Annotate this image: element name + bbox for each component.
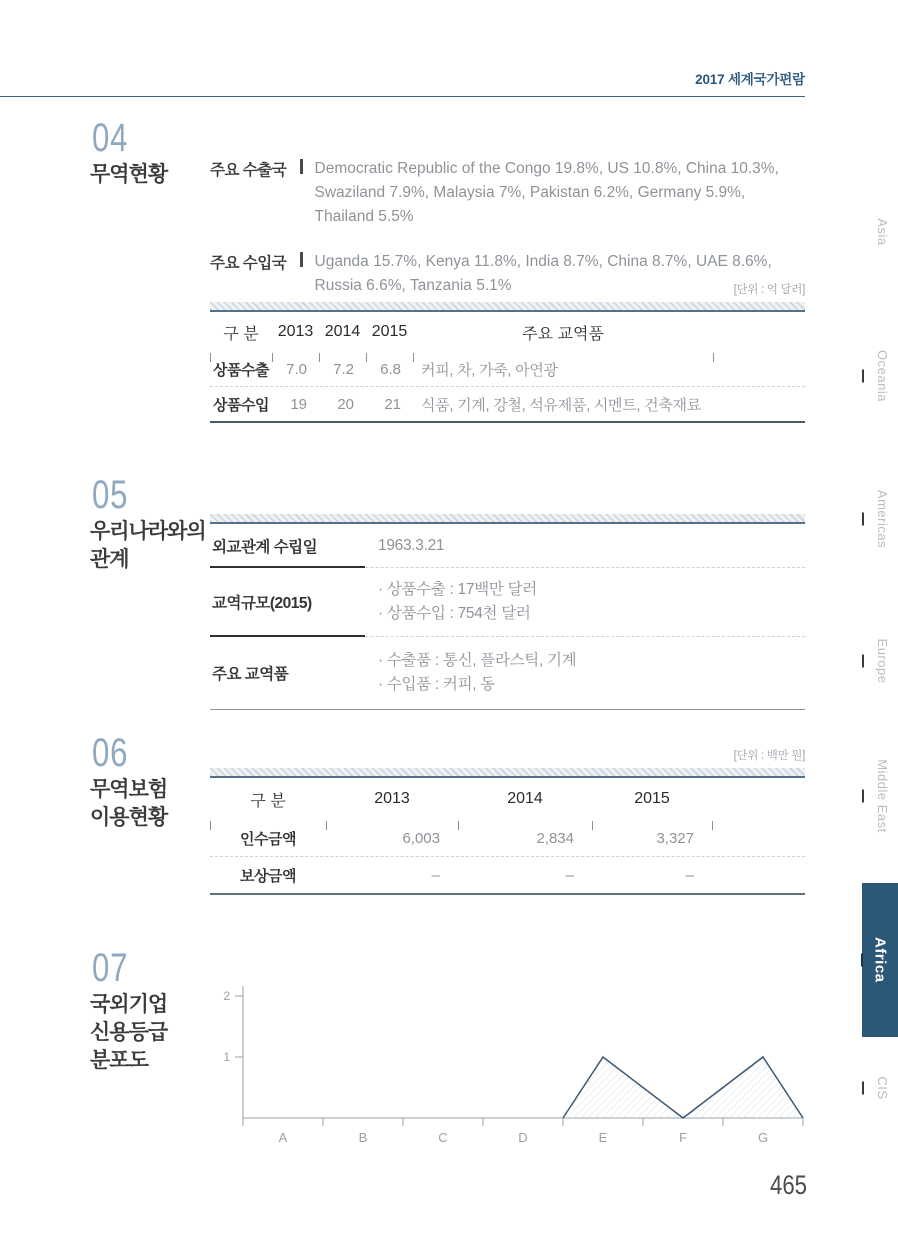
value-2014: –	[565, 866, 574, 884]
page-number: 465	[770, 1170, 807, 1200]
col-2013: 2013	[374, 790, 410, 807]
y-tick-label: 1	[223, 1050, 230, 1064]
section-05-number: 05	[92, 473, 129, 517]
trade-items: 식품, 기계, 강철, 석유제품, 시멘트, 건축재료	[421, 396, 701, 414]
col-2013: 2013	[277, 323, 314, 340]
section-06-title	[90, 776, 167, 832]
korea-relations-table	[210, 514, 805, 710]
col-2015: 2015	[634, 790, 670, 807]
x-tick-label: A	[278, 1130, 288, 1145]
export-partners-text: Democratic Republic of the Congo 19.8%, US 10.8%, China 10.3%, Swaziland 7.9%, Malaysia 7%, Pakistan 6.2%, Germany 5.9%, Thailand 5.5%	[314, 160, 779, 225]
import-partners-label: 주요 수입국	[210, 255, 287, 272]
row-label: 상품수출	[213, 361, 269, 379]
section-07-title	[90, 991, 167, 1075]
label-divider	[300, 159, 303, 174]
table-band	[210, 514, 805, 524]
title-line: 분포도	[90, 1049, 148, 1072]
x-tick-label: C	[438, 1130, 448, 1145]
trade-table-header	[210, 312, 805, 352]
x-tick-label: E	[598, 1130, 608, 1145]
value-2015: 21	[384, 395, 401, 413]
table-band	[210, 768, 805, 778]
tab-dash	[862, 1082, 864, 1095]
trade-table	[210, 302, 805, 423]
col-2014: 2014	[324, 323, 361, 340]
col-items: 주요 교역품	[522, 325, 604, 343]
row-label: 상품수입	[213, 396, 269, 414]
unit-label-insurance: [단위 : 백만 원]	[733, 750, 805, 762]
tab-africa-active	[862, 883, 898, 1037]
trade-items: 커피, 차, 가죽, 아연광	[421, 361, 558, 379]
value-2013: 6,003	[402, 829, 440, 847]
tab-americas: Americas	[875, 489, 890, 549]
tab-oceania: Oceania	[875, 350, 890, 402]
tab-middle-east: Middle East	[875, 759, 890, 833]
table-band	[210, 302, 805, 312]
value-2013: –	[431, 866, 440, 884]
row-value-line2: · 상품수입 : 754천 달러	[378, 605, 531, 622]
value-2015: –	[685, 866, 694, 884]
row-label: 주요 교역품	[212, 666, 289, 683]
title-line: 우리나라와의	[90, 520, 206, 543]
insurance-table-header	[210, 778, 805, 820]
tab-africa-label: Africa	[871, 937, 889, 983]
value-2014: 2,834	[536, 829, 574, 847]
unit-label-trade: [단위 : 억 달러]	[733, 284, 805, 296]
tab-dash	[862, 790, 864, 803]
credit-rating-chart	[220, 976, 810, 1161]
row-underwritten	[210, 820, 805, 857]
value-2015: 3,327	[656, 829, 694, 847]
col-gubun: 구 분	[250, 792, 286, 810]
table-row-exports	[210, 352, 805, 387]
x-tick-label: B	[358, 1130, 368, 1145]
tab-europe: Europe	[875, 638, 890, 684]
tab-dash	[862, 655, 864, 668]
row-main-items	[210, 637, 805, 709]
title-line: 무역보험	[90, 778, 168, 801]
col-2015: 2015	[371, 323, 408, 340]
section-04-title: 무역현황	[90, 163, 168, 186]
table-row-imports	[210, 387, 805, 421]
title-line: 국외기업	[90, 993, 168, 1016]
row-label: 인수금액	[240, 830, 296, 848]
export-partners-row	[210, 157, 795, 229]
row-label: 보상금액	[240, 867, 296, 885]
title-line: 이용현황	[90, 806, 168, 829]
insurance-table	[210, 768, 805, 895]
row-label: 교역규모(2015)	[212, 595, 312, 612]
row-value: 1963.3.21	[378, 537, 445, 554]
section-04-number: 04	[92, 116, 129, 160]
row-compensation	[210, 857, 805, 893]
title-line: 관계	[90, 548, 129, 571]
chart-area-fill	[563, 1057, 803, 1118]
y-tick-label: 2	[223, 989, 230, 1003]
row-diplomatic-date	[210, 524, 805, 568]
tab-cis: CIS	[875, 1076, 890, 1100]
section-07-number: 07	[92, 946, 129, 990]
row-label: 외교관계 수립일	[212, 538, 318, 556]
row-value-line2: · 수입품 : 커피, 동	[378, 676, 495, 693]
x-tick-label: F	[679, 1130, 687, 1145]
value-2013: 19	[290, 395, 307, 413]
value-2014: 7.2	[333, 360, 354, 378]
tab-asia: Asia	[875, 218, 890, 246]
x-tick-label: D	[518, 1130, 528, 1145]
row-value-line1: · 상품수출 : 17백만 달러	[378, 581, 537, 598]
col-2014: 2014	[507, 790, 543, 807]
tab-dash	[862, 370, 864, 383]
value-2014: 20	[337, 395, 354, 413]
section-06-number: 06	[92, 731, 129, 775]
import-partners-text: Uganda 15.7%, Kenya 11.8%, India 8.7%, China 8.7%, UAE 8.6%, Russia 6.6%, Tanzania 5.1%	[314, 253, 772, 294]
col-gubun: 구 분	[223, 325, 259, 343]
row-value-line1: · 수출품 : 통신, 플라스틱, 기계	[378, 652, 577, 669]
tab-dash	[862, 513, 864, 526]
x-tick-label: G	[757, 1130, 769, 1145]
label-divider	[300, 252, 303, 267]
title-line: 신용등급	[90, 1021, 168, 1044]
export-partners-label: 주요 수출국	[210, 162, 287, 179]
book-title: 2017 세계국가편람	[695, 72, 805, 87]
header-rule	[0, 96, 805, 97]
value-2013: 7.0	[286, 360, 307, 378]
credit-rating-chart-svg	[220, 976, 810, 1161]
row-trade-volume	[210, 568, 805, 637]
section-05-title	[90, 518, 206, 574]
tab-dash	[861, 954, 863, 967]
value-2015: 6.8	[380, 360, 401, 378]
